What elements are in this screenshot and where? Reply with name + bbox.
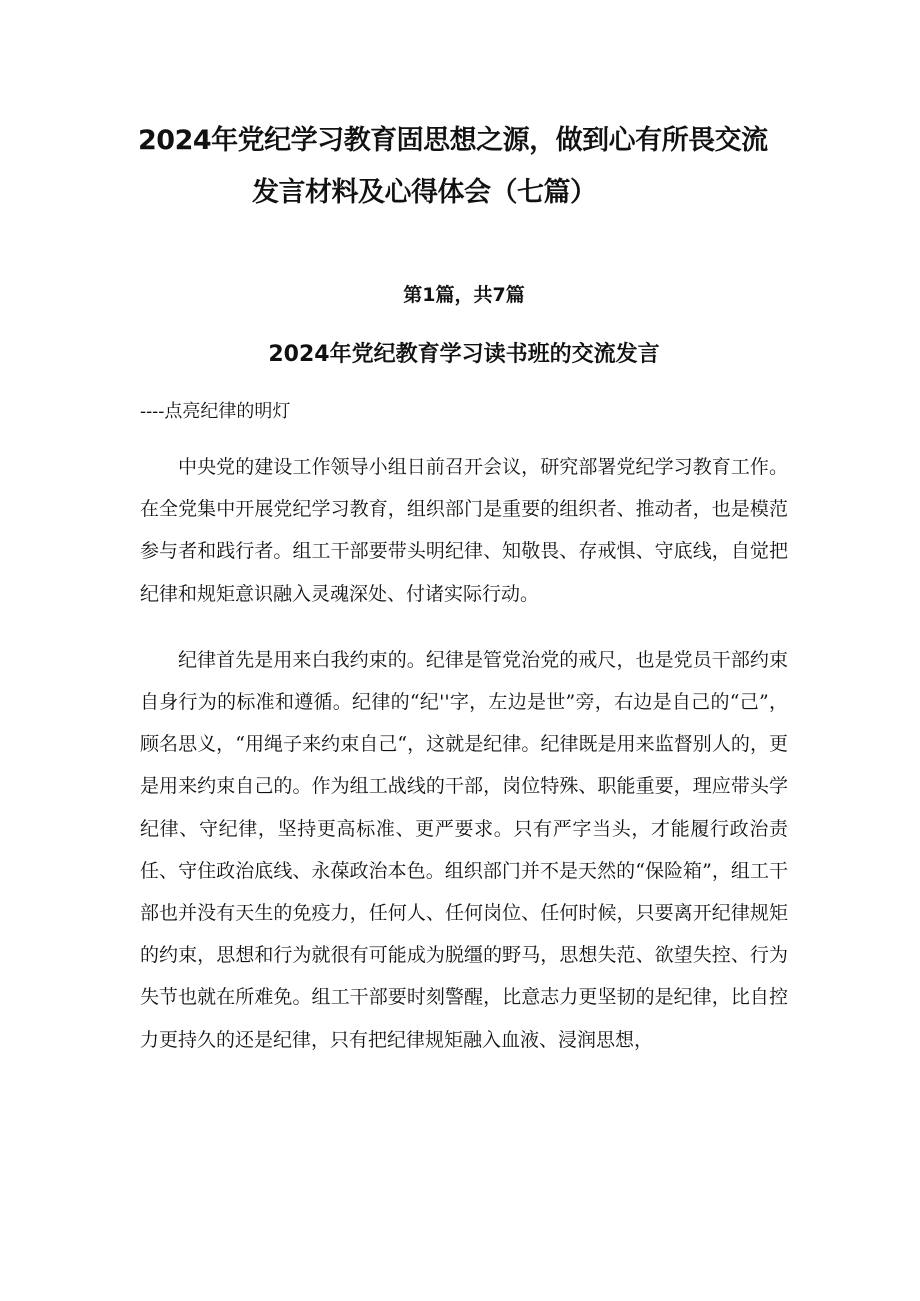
part-indicator: 第1篇，共7篇: [403, 284, 525, 306]
body-text: [140, 446, 788, 1085]
document-title-line-2: 发言材料及心得体会（七篇）: [252, 177, 597, 208]
speech-subtitle: ----点亮纪律的明灯: [140, 401, 291, 422]
paragraph: 纪律首先是用来白我约束的。纪律是管党治党的戒尺，也是党员干部约束自身行为的标准和遵循。纪律的“纪''字，左边是世”旁，右边是自己的“己”，顾名思义，“用绳子来约束自己“，这就是纪律。纪律既是用来监督别人的，更是用来约束自己的。作为组工战线的干部，岗位特殊、职能重要，理应带头学纪律、守纪律，坚持更高标准、更严要求。只有严字当头，才能履行政治责任、守住政治底线、永葆政治本色。组织部门并不是天然的“保险箱”，组工干部也并没有天生的免疫力，任何人、任何岗位、任何时候，只要离开纪律规矩的约束，思想和行为就很有可能成为脱缰的野马，思想失范、欲望失控、行为失节也就在所难免。组工干部要时刻警醒，比意志力更坚韧的是纪律，比自控力更持久的还是纪律，只有把纪律规矩融入血液、浸润思想，: [140, 648, 788, 1051]
document-title-line-1: 2024年党纪学习教育固思想之源，做到心有所畏交流: [138, 125, 768, 156]
speech-title: 2024年党纪教育学习读书班的交流发言: [268, 342, 660, 367]
paragraph: 中央党的建设工作领导小组日前召开会议，研究部署党纪学习教育工作。在全党集中开展党纪学习教育，组织部门是重要的组织者、推动者，也是模范参与者和践行者。组工干部要带头明纪律、知敬畏、存戒惧、守底线，自觉把纪律和规矩意识融入灵魂深处、付诸实际行动。: [140, 456, 788, 605]
